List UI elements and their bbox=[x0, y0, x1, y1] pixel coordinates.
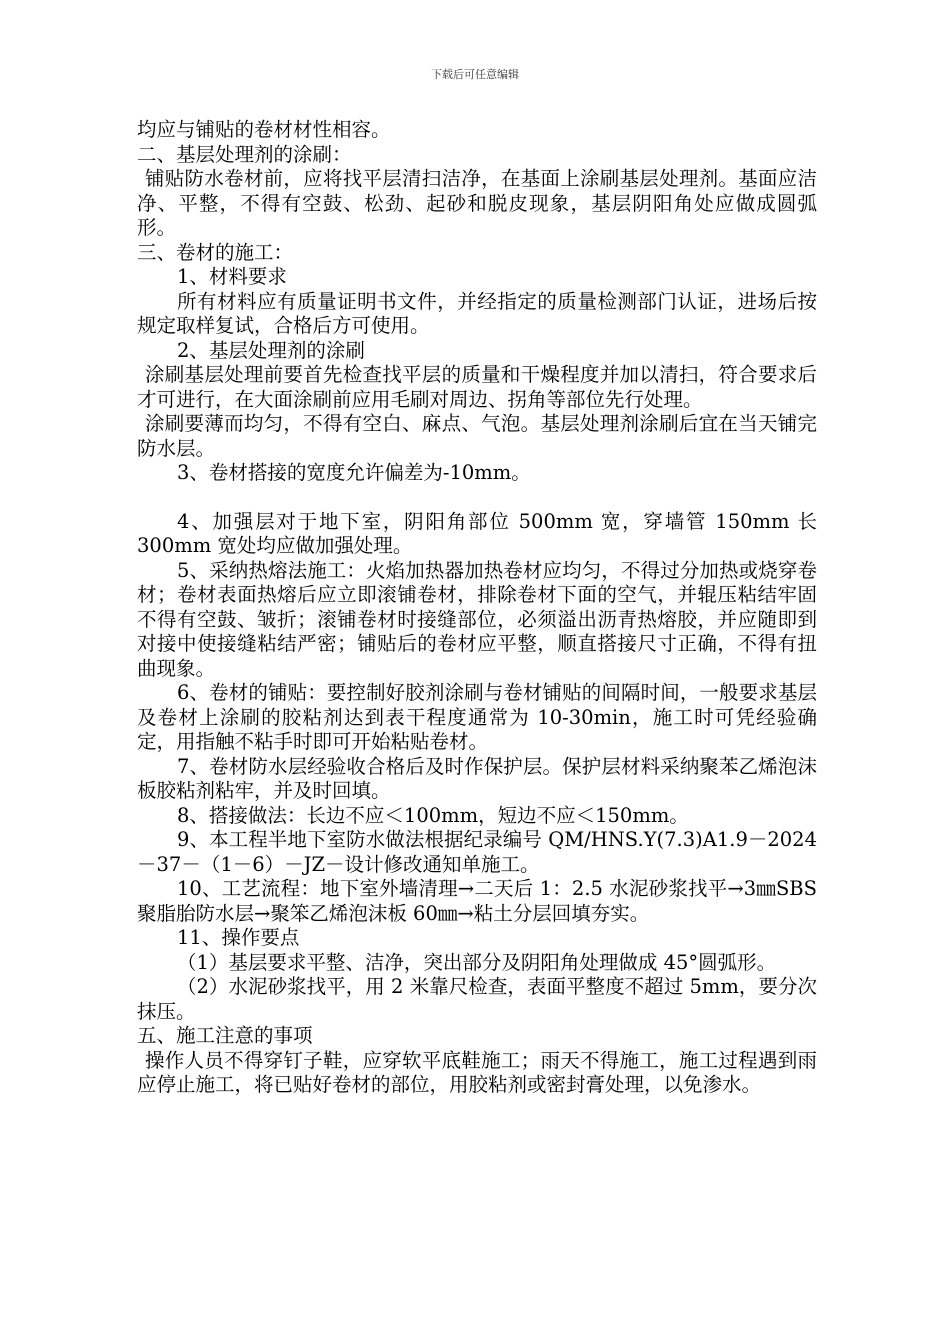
paragraph: 铺贴防水卷材前，应将找平层清扫洁净，在基面上涂刷基层处理剂。基面应洁净、平整，不得有空鼓、松劲、起砂和脱皮现象，基层阴阳角处应做成圆弧形。 bbox=[137, 167, 817, 239]
subsection-heading: 1、材料要求 bbox=[177, 265, 287, 288]
paragraph: （1）基层要求平整、洁净，突出部分及阴阳角处理做成 45°圆弧形。 bbox=[177, 950, 777, 974]
paragraph: 8、搭接做法：长边不应＜100mm，短边不应＜150mm。 bbox=[177, 803, 689, 827]
paragraph: 9、本工程半地下室防水做法根据纪录编号 QM/HNS.Y(7.3)A1.9－2024－37－（1－6）－JZ－设计修改通知单施工。 bbox=[137, 828, 817, 876]
paragraph: 5、采纳热熔法施工：火焰加热器加热卷材应均匀，不得过分加热或烧穿卷材；卷材表面热熔后应立即滚铺卷材，排除卷材下面的空气，并辊压粘结牢固不得有空鼓、皱折；滚铺卷材时接缝部位，必须溢出沥青热熔胶，并应随即到对接中使接缝粘结严密；铺贴后的卷材应平整，顺直搭接尺寸正确，不得有扭曲现象。 bbox=[137, 558, 817, 680]
page-header: 下载后可任意编辑 bbox=[431, 68, 519, 81]
paragraph: 所有材料应有质量证明书文件，并经指定的质量检测部门认证，进场后按规定取样复试，合格后方可使用。 bbox=[137, 289, 817, 337]
section-heading: 五、施工注意的事项 bbox=[137, 1024, 313, 1047]
paragraph: 操作人员不得穿钉子鞋，应穿软平底鞋施工；雨天不得施工，施工过程遇到雨应停止施工，将已贴好卷材的部位，用胶粘剂或密封膏处理，以免渗水。 bbox=[137, 1048, 817, 1096]
paragraph: 4、加强层对于地下室，阴阳角部位 500mm 宽，穿墙管 150mm 长 300mm 宽处均应做加强处理。 bbox=[137, 509, 817, 557]
paragraph: 3、卷材搭接的宽度允许偏差为-10mm。 bbox=[177, 461, 531, 484]
paragraph: 涂刷要薄而均匀，不得有空白、麻点、气泡。基层处理剂涂刷后宜在当天铺完防水层。 bbox=[137, 412, 817, 460]
section-heading: 二、基层处理剂的涂刷： bbox=[137, 142, 352, 166]
paragraph: 7、卷材防水层经验收合格后及时作保护层。保护层材料采纳聚苯乙烯泡沫板胶粘剂粘牢，并及时回填。 bbox=[137, 754, 817, 802]
blank-line bbox=[137, 486, 817, 510]
paragraph: （2）水泥砂浆找平，用 2 米靠尺检查，表面平整度不超过 5mm，要分次抹压。 bbox=[137, 975, 817, 1023]
paragraph: 6、卷材的铺贴：要控制好胶剂涂刷与卷材铺贴的间隔时间，一般要求基层及卷材上涂刷的胶粘剂达到表干程度通常为 10-30min，施工时可凭经验确定，用指触不粘手时即可开始粘贴卷材。 bbox=[137, 681, 817, 753]
paragraph: 均应与铺贴的卷材材性相容。 bbox=[137, 118, 391, 141]
paragraph: 10、工艺流程：地下室外墙清理→二天后 1：2.5 水泥砂浆找平→3㎜SBS 聚脂胎防水层→聚笨乙烯泡沫板 60㎜→粘土分层回填夯实。 bbox=[137, 877, 817, 925]
subsection-heading: 2、基层处理剂的涂刷 bbox=[177, 338, 365, 362]
subsection-heading: 11、操作要点 bbox=[177, 926, 300, 949]
paragraph: 涂刷基层处理前要首先检查找平层的质量和干燥程度并加以清扫，符合要求后才可进行，在大面涂刷前应用毛刷对周边、拐角等部位先行处理。 bbox=[137, 363, 817, 411]
document-body bbox=[137, 118, 817, 1098]
section-heading: 三、卷材的施工： bbox=[137, 240, 294, 264]
